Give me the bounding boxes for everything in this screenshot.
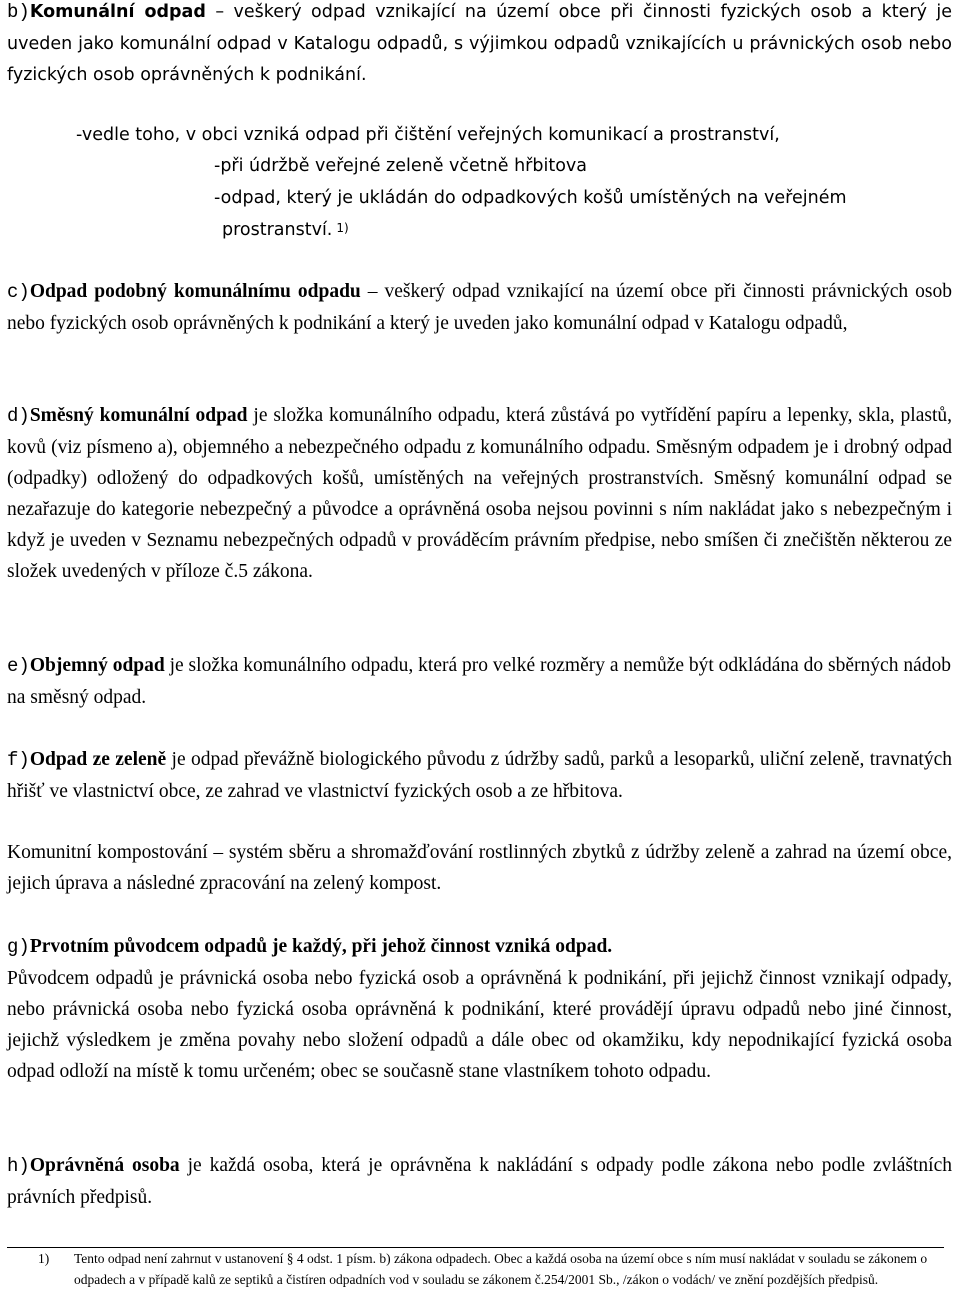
paragraph-komunitni-kompostovani: Komunitní kompostování – systém sběru a shromažďování rostlinných zbytků z údržby zeleně a zahrad na území obce, jejich úprava a následné zpracování na zelený kompost.	[7, 842, 952, 894]
label-e: e)	[7, 655, 30, 677]
paragraph-d	[7, 400, 952, 587]
text-g: Původcem odpadů je právnická osoba nebo fyzická osob a oprávněná k podnikání, při jejichž činnost vznikají odpady, nebo právnická osoba nebo fyzická osoba oprávněná k podnikání, které provádějí úpravu odpadů nebo jiné činnost, jejichž výsledkem je změna povahy nebo složení odpadů a dále obec od okamžiku, kdy nepodnikající fyzická osoba odpad odloží na místě k tomu určeném; obec se současně stane vlastníkem tohoto odpadu.	[7, 968, 952, 1082]
paragraph-e	[7, 650, 952, 713]
paragraph-b	[7, 0, 952, 92]
list-item-3: -odpad, který je ukládán do odpadkových košů umístěných na veřejném	[214, 188, 847, 208]
text-h: je každá osoba, která je oprávněna k nakládání s odpady podle zákona nebo podle zvláštních právních předpisů.	[7, 1155, 952, 1208]
text-c: – veškerý odpad vznikající na území obce při činnosti právnických osob nebo fyzických osob oprávněných k podnikání a který je uveden jako komunální odpad v Katalogu odpadů,	[7, 281, 953, 334]
footnote-number: 1)	[38, 1251, 50, 1266]
footnote-divider	[7, 1247, 944, 1248]
term-prvotni-puvodce: Prvotním původcem odpadů je každý, při jehož činnost vzniká odpad.	[29, 936, 613, 957]
paragraph-h	[7, 1150, 952, 1213]
text-b: – veškerý odpad vznikající na území obce při činnosti fyzických osob a který je uveden jako komunální odpad v Katalogu odpadů, s výjimkou odpadů vznikajících u právnických osob nebo fyzických osob oprávněných k podnikání.	[7, 2, 952, 85]
paragraph-g	[7, 931, 952, 1087]
paragraph-f	[7, 744, 952, 807]
footnote	[40, 1249, 940, 1290]
term-odpad-podobny: Odpad podobný komunálnímu odpadu	[29, 281, 361, 302]
text-d: je složka komunálního odpadu, která zůstává po vytřídění papíru a lepenky, skla, plastů, kovů (viz písmeno a), objemného a nebezpečného odpadu z komunálního odpadu. Směsným odpadem je i drobný odpad (odpadky) odložený do odpadkových košů, umístěných na veřejných prostranstvích. Směsný komunální odpad se nezařazuje do kategorie nebezpečný a původce a oprávněná osoba nejsou povinni s ním nakládat jako s nebezpečným i když je uveden v Seznamu nebezpečných odpadů v prováděcím právním předpise, nebo smíšen či znečištěn některou ze složek uvedených v příloze č.5 zákona.	[7, 405, 952, 582]
list-item-4-text: prostranství.	[222, 220, 333, 240]
label-d: d)	[7, 405, 30, 427]
text-f: je odpad převážně biologického původu z údržby sadů, parků a lesoparků, uliční zeleně, travnatých hřišť ve vlastnictví obce, ze zahrad ve vlastnictví fyzických osob a ze hřbitova.	[7, 749, 952, 802]
list-item-2: -při údržbě veřejné zeleně včetně hřbitova	[214, 156, 587, 176]
list-item-4	[222, 214, 942, 247]
list-item-1: -vedle toho, v obci vzniká odpad při čištění veřejných komunikací a prostranství,	[76, 125, 780, 145]
paragraph-c	[7, 276, 952, 339]
footnote-text: Tento odpad není zahrnut v ustanovení § 4 odst. 1 písm. b) zákona odpadech. Obec a každá osoba na území obce s ním musí nakládat v souladu se zákonem o odpadech a v případě kalů ze septiků a čistíren odpadních vod v souladu se zákonem č.254/2001 Sb., /zákon o vodách/ ve znění pozdějších předpisů.	[74, 1251, 928, 1287]
label-b: b)	[7, 1, 30, 23]
label-g: g)	[7, 936, 30, 958]
term-objemny-odpad: Objemný odpad	[29, 655, 165, 676]
term-odpad-ze-zelene: Odpad ze zeleně	[29, 749, 167, 770]
label-f: f)	[7, 749, 30, 771]
term-komunalni-odpad: Komunální odpad	[29, 2, 206, 22]
label-h: h)	[7, 1155, 30, 1177]
term-smesny-odpad: Směsný komunální odpad	[29, 405, 248, 426]
footnote-ref: 1)	[336, 221, 349, 235]
label-c: c)	[7, 281, 30, 303]
term-opravnena-osoba: Oprávněná osoba	[29, 1155, 180, 1176]
text-e: je složka komunálního odpadu, která pro velké rozměry a nemůže být odkládána do sběrných nádob na směsný odpad.	[7, 655, 951, 708]
